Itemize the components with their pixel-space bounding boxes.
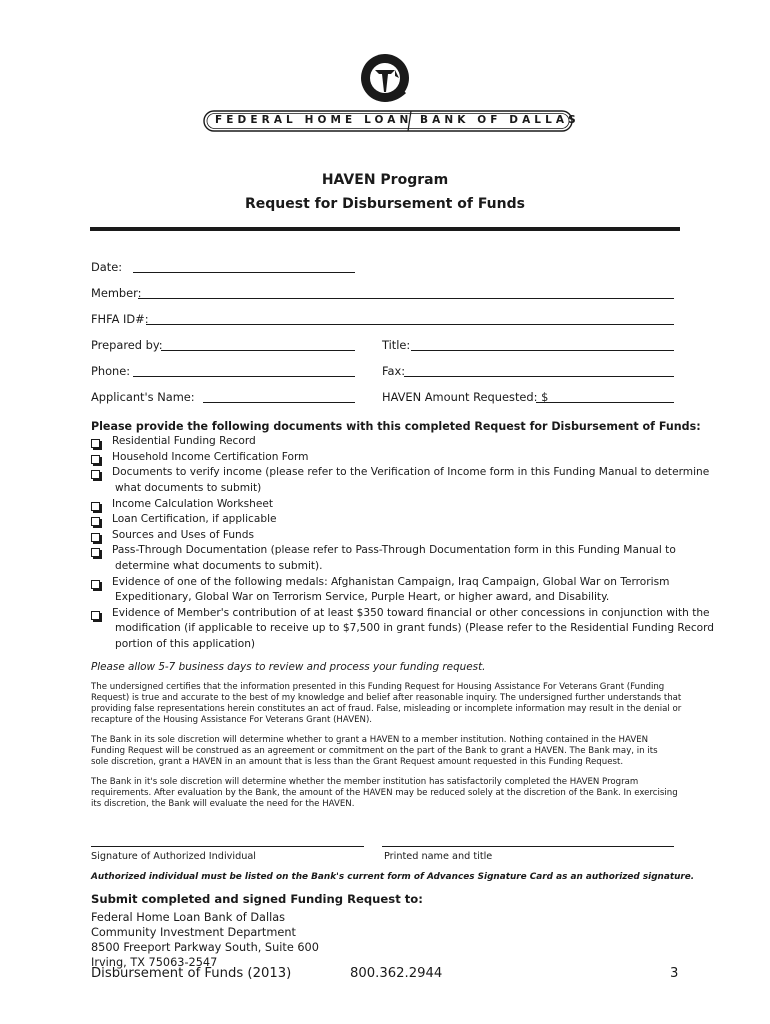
evaluation-paragraph-line: requirements. After evaluation by the Bank, the amount of the HAVEN may be reduced solely at the discretion of the Bank. In exercising	[91, 788, 678, 798]
prepared-by-label: Prepared by:	[91, 338, 163, 352]
date-label: Date:	[91, 260, 123, 274]
document-item-continued: Expeditionary, Global War on Terrorism Service, Purple Heart, or higher award, and Disability.	[115, 591, 610, 603]
printed-name-label: Printed name and title	[384, 851, 493, 862]
title-divider	[90, 227, 680, 231]
document-item: Pass-Through Documentation (please refer to Pass-Through Documentation form in this Funding Manual to	[112, 544, 676, 556]
document-item: Evidence of one of the following medals: Afghanistan Campaign, Iraq Campaign, Global War on Terrorism	[112, 576, 670, 588]
checkbox-2[interactable]	[91, 455, 100, 464]
title-field[interactable]	[411, 350, 674, 351]
date-field[interactable]	[133, 272, 355, 273]
authorized-note: Authorized individual must be listed on the Bank's current form of Advances Signature Card as an authorized signature.	[91, 872, 695, 882]
printed-name-field[interactable]	[382, 846, 674, 847]
certification-paragraph-line: providing false representations herein constitutes an act of fraud. False, misleading or incomplete information may result in the denial or	[91, 704, 682, 714]
certification-paragraph-line: recapture of the Housing Assistance For Veterans Grant (HAVEN).	[91, 715, 373, 725]
submit-heading: Submit completed and signed Funding Request to:	[91, 892, 423, 906]
phone-field[interactable]	[133, 376, 355, 377]
document-item: Documents to verify income (please refer to the Verification of Income form in this Funding Manual to determine	[112, 466, 710, 478]
applicant-name-field[interactable]	[203, 402, 355, 403]
evaluation-paragraph-line: its discretion, the Bank will evaluate the need for the HAVEN.	[91, 799, 355, 809]
document-item-continued: determine what documents to submit).	[115, 560, 323, 572]
document-item: Evidence of Member's contribution of at least $350 toward financial or other concessions in conjunction with the	[112, 607, 710, 619]
logo-text-left: FEDERAL HOME LOAN	[215, 114, 413, 126]
haven-amount-label: HAVEN Amount Requested: $	[382, 390, 549, 404]
fhfa-id-label: FHFA ID#:	[91, 312, 149, 326]
documents-heading: Please provide the following documents with this completed Request for Disbursement of Funds:	[91, 420, 701, 433]
phone-label: Phone:	[91, 364, 131, 378]
document-item: Sources and Uses of Funds	[112, 529, 255, 541]
fhfa-id-field[interactable]	[146, 324, 674, 325]
document-item-continued: what documents to submit)	[115, 482, 262, 494]
fhlb-logo-emblem	[355, 48, 415, 110]
document-item: Residential Funding Record	[112, 435, 256, 447]
signature-field[interactable]	[91, 846, 364, 847]
evaluation-paragraph-line: The Bank in it's sole discretion will determine whether the member institution has satisfactorily completed the HAVEN Program	[91, 777, 639, 787]
document-item: Income Calculation Worksheet	[112, 498, 274, 510]
certification-paragraph-line: Request) is true and accurate to the best of my knowledge and belief after reasonable inquiry. The undersigned further understands that	[91, 693, 682, 703]
checkbox-3[interactable]	[91, 470, 100, 479]
title-label: Title:	[382, 338, 411, 352]
member-field[interactable]	[138, 298, 674, 299]
address-line: Federal Home Loan Bank of Dallas	[91, 911, 286, 924]
fax-label: Fax:	[382, 364, 406, 378]
prepared-by-field[interactable]	[161, 350, 355, 351]
applicant-name-label: Applicant's Name:	[91, 390, 195, 404]
review-note: Please allow 5-7 business days to review and process your funding request.	[91, 661, 486, 673]
address-line: Community Investment Department	[91, 926, 296, 939]
checkbox-4[interactable]	[91, 502, 100, 511]
page-subtitle: Request for Disbursement of Funds	[245, 196, 525, 212]
page-number: 3	[670, 966, 679, 981]
certification-paragraph-line: The undersigned certifies that the information presented in this Funding Request for Housing Assistance For Veterans Grant (Funding	[91, 682, 665, 692]
footer-phone: 800.362.2944	[350, 966, 443, 981]
signature-label: Signature of Authorized Individual	[91, 851, 256, 862]
checkbox-5[interactable]	[91, 517, 100, 526]
document-item-continued: portion of this application)	[115, 638, 256, 650]
checkbox-9[interactable]	[91, 611, 100, 620]
address-line: Irving, TX 75063-2547	[91, 956, 218, 969]
document-item: Household Income Certification Form	[112, 451, 309, 463]
document-item-continued: modification (if applicable to receive up to $7,500 in grant funds) (Please refer to the Residential Funding Record	[115, 622, 715, 634]
member-label: Member:	[91, 286, 142, 300]
checkbox-6[interactable]	[91, 533, 100, 542]
fax-field[interactable]	[404, 376, 674, 377]
discretion-paragraph-line: sole discretion, grant a HAVEN in an amount that is less than the Grant Request amount requested in this Funding Request.	[91, 757, 624, 767]
page-title: HAVEN Program	[321, 172, 449, 188]
document-item: Loan Certification, if applicable	[112, 513, 277, 525]
checkbox-1[interactable]	[91, 439, 100, 448]
footer-section-title: Disbursement of Funds (2013)	[91, 966, 292, 981]
address-line: 8500 Freeport Parkway South, Suite 600	[91, 941, 319, 954]
discretion-paragraph-line: The Bank in its sole discretion will determine whether to grant a HAVEN to a member institution. Nothing contained in the HAVEN	[91, 735, 649, 745]
checkbox-7[interactable]	[91, 548, 100, 557]
haven-amount-field[interactable]	[536, 402, 674, 403]
logo-text-right: BANK OF DALLAS	[420, 114, 580, 126]
checkbox-8[interactable]	[91, 580, 100, 589]
discretion-paragraph-line: Funding Request will be construed as an agreement or commitment on the part of the Bank to grant a HAVEN. The Bank may, in its	[91, 746, 658, 756]
